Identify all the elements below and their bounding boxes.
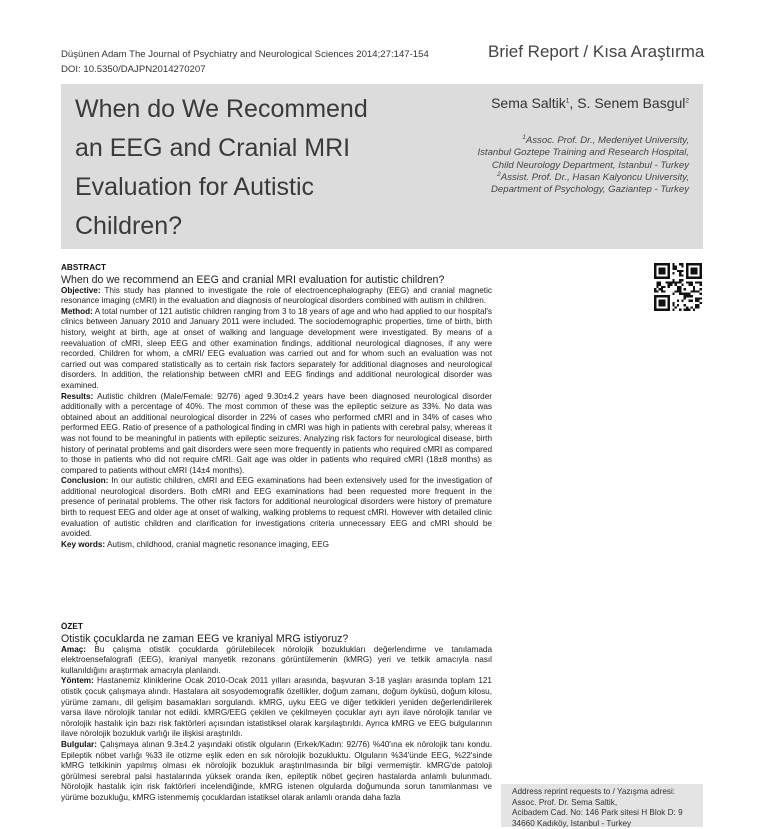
qr-module (677, 300, 679, 302)
qr-module (672, 302, 674, 304)
qr-module (663, 277, 665, 279)
qr-module (695, 277, 697, 279)
ozet-amac (61, 645, 492, 677)
qr-module (668, 302, 670, 304)
qr-module (668, 281, 670, 283)
qr-module (684, 288, 686, 290)
qr-module (665, 263, 667, 265)
qr-module (663, 300, 665, 302)
qr-module (697, 263, 699, 265)
abstract-method (61, 307, 492, 392)
qr-module (695, 263, 697, 265)
qr-module (654, 306, 656, 308)
qr-module (668, 270, 670, 272)
qr-module (679, 293, 681, 295)
qr-module (686, 277, 688, 279)
qr-module (672, 272, 674, 274)
qr-module (661, 270, 663, 272)
method-label: Method: (61, 307, 93, 316)
abstract-section (61, 263, 492, 550)
qr-module (693, 263, 695, 265)
author-2-sup: 2 (685, 97, 689, 104)
qr-module (700, 268, 702, 270)
qr-module (668, 295, 670, 297)
qr-module (688, 293, 690, 295)
qr-module (672, 268, 674, 270)
qr-module (679, 272, 681, 274)
qr-module (679, 279, 681, 281)
qr-module (663, 290, 665, 292)
qr-module (668, 286, 670, 288)
qr-module (677, 286, 679, 288)
address-line: Acibadem Cad. No: 146 Park sitesi H Blok D: 9 (512, 808, 683, 819)
qr-module (677, 304, 679, 306)
objective-text: This study has planned to investigate the role of electroencephalography (EEG) and cranial magnetic resonance imaging (cMRI) in the evaluation and diagnosis of neurological disorders combined with autism in children. (61, 286, 492, 306)
qr-module (661, 277, 663, 279)
qr-module (656, 281, 658, 283)
qr-module (659, 288, 661, 290)
qr-module (661, 263, 663, 265)
qr-module (654, 277, 656, 279)
qr-module (695, 306, 697, 308)
qr-module (681, 274, 683, 276)
qr-module (681, 270, 683, 272)
qr-module (654, 297, 656, 299)
qr-module (659, 281, 661, 283)
qr-module (695, 268, 697, 270)
qr-module (677, 281, 679, 283)
qr-module (665, 281, 667, 283)
qr-module (700, 263, 702, 265)
amac-label: Amaç: (61, 645, 86, 654)
qr-module (656, 290, 658, 292)
qr-module (668, 265, 670, 267)
qr-module (679, 288, 681, 290)
qr-module (686, 309, 688, 311)
qr-module (691, 300, 693, 302)
title-line: an EEG and Cranial MRI (75, 129, 435, 168)
qr-module (670, 281, 672, 283)
qr-module (691, 306, 693, 308)
qr-module (677, 288, 679, 290)
qr-module (686, 306, 688, 308)
qr-module (688, 284, 690, 286)
qr-module (668, 268, 670, 270)
yontem-label: Yöntem: (61, 676, 94, 685)
qr-module (691, 270, 693, 272)
qr-module (688, 300, 690, 302)
qr-module (693, 272, 695, 274)
qr-module (700, 270, 702, 272)
qr-module (654, 302, 656, 304)
qr-module (656, 309, 658, 311)
qr-module (677, 290, 679, 292)
qr-module (675, 290, 677, 292)
qr-module (659, 284, 661, 286)
qr-module (695, 272, 697, 274)
qr-module (697, 304, 699, 306)
qr-module (686, 268, 688, 270)
qr-module (654, 300, 656, 302)
qr-module (663, 272, 665, 274)
qr-module (688, 263, 690, 265)
qr-module (691, 281, 693, 283)
qr-module (654, 290, 656, 292)
qr-module (700, 284, 702, 286)
qr-module (665, 277, 667, 279)
qr-module (668, 274, 670, 276)
qr-module (686, 274, 688, 276)
author-1-sup: 1 (566, 97, 570, 104)
qr-module (659, 272, 661, 274)
abstract-conclusion (61, 476, 492, 540)
qr-module (700, 288, 702, 290)
ozet-yontem (61, 676, 492, 740)
qr-module (656, 263, 658, 265)
qr-module (695, 281, 697, 283)
qr-module (663, 302, 665, 304)
qr-module (691, 277, 693, 279)
qr-module (672, 293, 674, 295)
qr-module (681, 293, 683, 295)
qr-module (654, 304, 656, 306)
qr-module (663, 309, 665, 311)
qr-module (679, 290, 681, 292)
qr-module (672, 265, 674, 267)
qr-module (663, 304, 665, 306)
qr-module (654, 268, 656, 270)
qr-module (663, 263, 665, 265)
results-text: Autistic children (Male/Female: 92/76) aged 9.30±4.2 years have been diagnosed neurological disorder additionally with a percentage of 40%. The most common of these was the epileptic seizure as 33%. No data was obtained about an additional neurological disorder in 22% of cases who performed cMRI and in 34% of cases who performed EEG. Ratio of presence of a pathological finding in cMRI was high in patients with cerebral palsy, whereas it was not found to be meaningful in patients with epileptic seizures. Analyzing risk factors for neurological disease, birth history of perinatal problems and gait disorders were seen more frequently in patients who required cMRI as compared to those in patients who did not require cMRI. Gait age was older in patients who required cMRI (18±8 months) as compared to patients without cMRI (14±4 months). (61, 392, 492, 475)
results-label: Results: (61, 392, 93, 401)
qr-module (656, 295, 658, 297)
qr-module (691, 263, 693, 265)
qr-module (679, 263, 681, 265)
qr-module (700, 297, 702, 299)
qr-module (688, 309, 690, 311)
qr-module (654, 295, 656, 297)
title-line: Children? (75, 207, 435, 246)
qr-module (656, 284, 658, 286)
affiliation-line: Child Neurology Department, Istanbul - Turkey (477, 160, 689, 172)
qr-module (654, 274, 656, 276)
qr-module (697, 290, 699, 292)
qr-module (693, 286, 695, 288)
qr-module (661, 268, 663, 270)
keywords-text: Autism, childhood, cranial magnetic resonance imaging, EEG (105, 540, 329, 549)
address-line: Address reprint requests to / Yazışma adresi: (512, 787, 683, 798)
method-text: A total number of 121 autistic children ranging from 3 to 18 years of age and who had applied to our hospital's clinics between January 2010 and January 2011 were included. The sociodemographic properties, time of birth, birth history, weight at birth, age at onset of walking and language development were investigated. By means of a reevaluation of cMRI, sleep EEG and other examination findings, additional neurological diagnoses, if any were recorded. Children for whom, a cMRI/ EEG evaluation was carried out and for whom such an evaluation was not carried out was compared statistically as to certain risk factors separately for additional diagnoses and neurological disorders. In addition, the relationship between cMRI and EEG findings and additional neurological disorder was examined. (61, 307, 492, 390)
qr-module (661, 309, 663, 311)
qr-module (672, 304, 674, 306)
abstract-heading: ABSTRACT (61, 263, 492, 274)
qr-module (668, 272, 670, 274)
amac-text: Bu çalışma otistik çocuklarda görülebilecek nörolojik bozuklukları değerlendirme ve tanılamada elektroensefalografi (EEG), kraniyal manyetik rezonans görüntülemenin (kMRG) yeri ve tetkik amacıyla nasıl kullanıldığını araştırmak amacıyla planlandı. (61, 645, 492, 675)
qr-module (659, 277, 661, 279)
qr-module (672, 281, 674, 283)
qr-module (668, 306, 670, 308)
qr-module (661, 300, 663, 302)
qr-module (659, 268, 661, 270)
qr-module (668, 300, 670, 302)
qr-module (700, 277, 702, 279)
abstract-results (61, 392, 492, 477)
qr-module (665, 295, 667, 297)
qr-module (693, 268, 695, 270)
qr-module (659, 270, 661, 272)
qr-module (661, 302, 663, 304)
qr-module (693, 309, 695, 311)
qr-module (679, 274, 681, 276)
qr-module (654, 288, 656, 290)
qr-module (661, 295, 663, 297)
report-type: Brief Report / Kısa Araştırma (488, 42, 704, 62)
qr-module (700, 274, 702, 276)
qr-module (686, 281, 688, 283)
qr-module (661, 288, 663, 290)
qr-module (661, 272, 663, 274)
qr-module (684, 297, 686, 299)
bulgular-label: Bulgular: (61, 740, 97, 749)
qr-module (668, 284, 670, 286)
journal-line: Düşünen Adam The Journal of Psychiatry and Neurological Sciences 2014;27:147-154 (61, 47, 429, 62)
qr-module (672, 309, 674, 311)
qr-module (668, 263, 670, 265)
qr-module (697, 300, 699, 302)
qr-module (659, 302, 661, 304)
qr-module (695, 300, 697, 302)
qr-module (679, 286, 681, 288)
qr-module (684, 293, 686, 295)
qr-module (656, 277, 658, 279)
qr-module (681, 279, 683, 281)
qr-module (654, 265, 656, 267)
qr-module (665, 309, 667, 311)
qr-module (654, 272, 656, 274)
qr-module (659, 309, 661, 311)
qr-module (668, 297, 670, 299)
qr-module (693, 270, 695, 272)
qr-module (659, 300, 661, 302)
qr-module (700, 272, 702, 274)
qr-module (675, 265, 677, 267)
qr-module (693, 290, 695, 292)
qr-module (688, 295, 690, 297)
address-line: Assoc. Prof. Dr. Sema Saltik, (512, 798, 683, 809)
affiliation-line: Istanbul Goztepe Training and Research Hospital, (477, 147, 689, 159)
qr-module (695, 297, 697, 299)
qr-module (656, 286, 658, 288)
qr-module (688, 277, 690, 279)
qr-module (684, 304, 686, 306)
qr-module (686, 295, 688, 297)
qr-module (700, 265, 702, 267)
qr-module (691, 268, 693, 270)
affiliation-sup: 1 (522, 134, 526, 141)
affiliations (477, 135, 689, 196)
qr-module (681, 263, 683, 265)
qr-module (688, 281, 690, 283)
qr-module (686, 263, 688, 265)
qr-module (672, 279, 674, 281)
qr-module (659, 295, 661, 297)
qr-module (679, 281, 681, 283)
qr-module (686, 265, 688, 267)
qr-module (659, 263, 661, 265)
authors (491, 95, 689, 111)
conclusion-label: Conclusion: (61, 476, 108, 485)
affiliation-sup: 2 (497, 171, 501, 178)
qr-code-icon (654, 263, 702, 311)
qr-module (668, 309, 670, 311)
author-1: Sema Saltik (491, 95, 566, 111)
address-line: 34660 Kadıköy, Istanbul - Turkey (512, 819, 683, 829)
qr-module (686, 272, 688, 274)
qr-module (695, 270, 697, 272)
qr-module (691, 290, 693, 292)
affiliation-line: Department of Psychology, Gaziantep - Turkey (477, 184, 689, 196)
qr-module (659, 304, 661, 306)
affiliation-line (477, 172, 689, 184)
affiliation-text: Assoc. Prof. Dr., Medeniyet University, (526, 135, 689, 146)
qr-module (681, 300, 683, 302)
qr-module (684, 309, 686, 311)
qr-module (668, 304, 670, 306)
title-line: When do We Recommend (75, 90, 435, 129)
qr-module (686, 293, 688, 295)
abstract-question: When do we recommend an EEG and cranial MRI evaluation for autistic children? (61, 274, 492, 286)
ozet-heading: ÖZET (61, 622, 492, 633)
qr-module (661, 304, 663, 306)
qr-module (697, 277, 699, 279)
qr-module (686, 270, 688, 272)
keywords-label: Key words: (61, 540, 105, 549)
qr-module (677, 270, 679, 272)
ozet-section (61, 622, 492, 827)
qr-module (700, 302, 702, 304)
qr-module (700, 281, 702, 283)
qr-module (661, 286, 663, 288)
qr-module (693, 277, 695, 279)
abstract-keywords (61, 540, 492, 551)
qr-module (697, 281, 699, 283)
conclusion-text: In our autistic children, cMRI and EEG examinations had been extensively used for the investigation of additional neurological disorders. Both cMRI and EEG examinations had been requested more frequent in the presence of perinatal problems. The other risk factors for additional neurological disorders were history of premature birth to request EEG and older age at onset of walking, walking problems to request cMRI. However with detailed clinic evaluation of autistic children and clarification for investigations criteria unnecessary EEG and cMRI should be avoided. (61, 476, 492, 538)
qr-module (695, 290, 697, 292)
qr-module (675, 306, 677, 308)
author-2: S. Senem Basgul (577, 95, 685, 111)
qr-module (654, 270, 656, 272)
qr-module (684, 295, 686, 297)
qr-module (681, 284, 683, 286)
qr-module (681, 265, 683, 267)
qr-module (675, 281, 677, 283)
ozet-question: Otistik çocuklarda ne zaman EEG ve kraniyal MRG istiyoruz? (61, 633, 492, 645)
qr-module (675, 268, 677, 270)
qr-module (697, 306, 699, 308)
qr-module (700, 293, 702, 295)
qr-module (668, 277, 670, 279)
qr-module (691, 295, 693, 297)
bulgular-text: Çalışmaya alınan 9.3±4.2 yaşındaki otistik olguların (Erkek/Kadın: 92/76) %40'ına ek nörolojik tanı kondu. Epileptik nöbet varlığı %33 ile otizme eşlik eden en sık nörolojik bozukluktu. Olguların %34'ünde EEG, %22'sinde kMRG tetkikinin yapılmış olması ek nörolojik bozukluk araştırılmasında bir bilgi vermemiştir. kMRG'de patoloji görülmesi serebral palsi hastalarında yüksek oranda iken, epileptik nöbet geçiren hastalarda anlamlı bulunmadı. Nörolojik hastalık için risk faktörleri incelendiğinde, kMRG istenen olgularda doğumunda sorun tanımlanması ve yürüme bozukluğu, kMRG istenmemiş çocuklardan istatiksel olarak anlamlı oranda daha fazla (61, 740, 492, 802)
qr-module (679, 270, 681, 272)
qr-module (663, 270, 665, 272)
ozet-bulgular (61, 740, 492, 804)
affiliation-text: Assist. Prof. Dr., Hasan Kalyoncu University, (501, 172, 689, 183)
affiliation-line (477, 135, 689, 147)
qr-module (691, 284, 693, 286)
article-title (75, 90, 435, 246)
qr-module (661, 290, 663, 292)
qr-module (663, 295, 665, 297)
qr-module (693, 288, 695, 290)
qr-module (679, 309, 681, 311)
qr-module (691, 272, 693, 274)
qr-module (695, 304, 697, 306)
abstract-objective (61, 286, 492, 307)
qr-module (654, 263, 656, 265)
qr-module (672, 263, 674, 265)
qr-module (675, 284, 677, 286)
qr-module (670, 284, 672, 286)
address-text (512, 787, 683, 829)
author-separator: , (569, 95, 577, 111)
objective-label: Objective: (61, 286, 101, 295)
doi: DOI: 10.5350/DAJPN2014270207 (61, 62, 429, 77)
qr-module (654, 309, 656, 311)
title-line: Evaluation for Autistic (75, 168, 435, 207)
qr-module (663, 286, 665, 288)
yontem-text: Hastanemiz kliniklerine Ocak 2010-Ocak 2011 yılları arasında, başvuran 3-18 yaşları arasında toplam 121 otistik çocuk çalışmaya alındı. Hastalara ait sosyodemografik özellikler, doğum zamanı, doğum öyküsü, doğum kilosu, yürüme zamanı, dil gelişim basamakları sorgulandı. kMRG, uyku EEG ve diğer tetkikleri yeniden değerlendirilerek varsa ilave nörolojik tanılar not edildi. kMRG/EEG çekilen ve çekilmeyen çocuklar ayrı ayrı ilave nörolojik tanılar ve nörolojik hastalık için bazı risk faktörleri açısından istatistiksel olarak karşılaştırıldı. Ayrıca kMRG ve EEG bulgularının ilave nörolojik bozukluk varlığı ile ilişkisi araştırıldı. (61, 676, 492, 738)
qr-module (663, 268, 665, 270)
qr-module (697, 297, 699, 299)
journal-citation (61, 47, 429, 77)
